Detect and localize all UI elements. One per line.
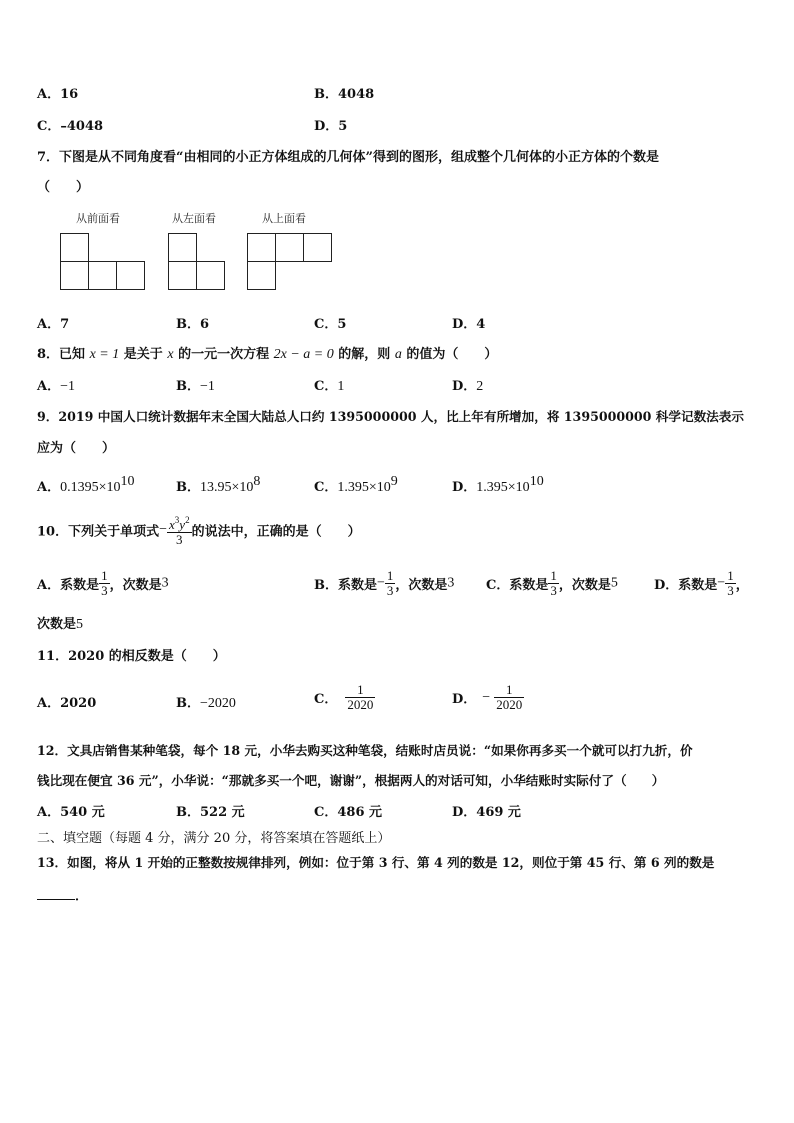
front-view-cell: [88, 261, 117, 290]
q10-option-b: [314, 569, 454, 598]
q9-option-c: [314, 474, 398, 496]
q8-option-c: [314, 375, 344, 395]
q10-option-c: [486, 569, 618, 598]
q7-option-d: D．4: [452, 317, 486, 332]
monomial-denominator: 3: [176, 532, 183, 547]
q8-option-a: [37, 375, 75, 395]
option-value: 13.95×10: [200, 480, 254, 495]
q7-stem: 7．下图是从不同角度看“由相同的小正方体组成的几何体”得到的图形，组成整个几何体的小正方体的个数是: [37, 150, 660, 165]
option-letter: C．: [314, 480, 338, 495]
option-text: D．系数是: [654, 578, 718, 593]
q10-text: 的说法中，正确的是（ ）: [191, 524, 361, 540]
front-view-cell: [116, 261, 145, 290]
front-view-cell: [60, 233, 89, 262]
q6-option-b: B．4048: [314, 87, 375, 102]
answer-blank[interactable]: [37, 887, 75, 900]
option-text: ，次数是: [395, 578, 448, 593]
option-text: ，次数是: [558, 578, 611, 593]
option-letter: B．: [176, 480, 200, 495]
option-value: 3: [161, 575, 169, 591]
q8-var-x: x: [167, 347, 174, 362]
option-exponent: 10: [529, 474, 544, 489]
q9-stem-line1: 9．2019 中国人口统计数据年末全国大陆总人口约 1395000000 人，比上年有所增加，将 1395000000 科学记数法表示: [37, 409, 744, 424]
q9-option-d: [452, 474, 544, 496]
minus-sign: −: [482, 689, 491, 705]
q10-text: 10．下列关于单项式: [37, 524, 160, 540]
view-label-left: 从左面看: [172, 212, 216, 225]
monomial-exp: 2: [185, 515, 190, 525]
top-view-cell: [275, 233, 304, 262]
q9-option-b: [176, 474, 260, 496]
option-text: B．系数是: [314, 578, 377, 593]
q8-text: 是关于: [123, 347, 163, 362]
fraction-num: 1: [386, 568, 394, 583]
q10-stem: [37, 513, 361, 547]
q13-period: ．: [75, 889, 89, 904]
q12-stem-line2: 钱比现在便宜 36 元”，小华说：“那就多买一个吧，谢谢”，根据两人的对话可知，小华结账时实际付了（ ）: [37, 773, 665, 788]
option-text: ，次数是: [109, 578, 162, 593]
q11-option-c: [314, 683, 375, 712]
view-label-front: 从前面看: [76, 212, 120, 225]
option-value: 1.395×10: [337, 480, 391, 495]
option-exponent: 8: [253, 474, 261, 489]
option-text: 次数是: [37, 617, 77, 632]
fraction-num: 1: [345, 683, 375, 698]
q13-answer-line: [37, 885, 88, 904]
fraction-den: 2020: [347, 697, 374, 712]
q12-option-a: A．540 元: [37, 805, 105, 820]
top-view-cell: [303, 233, 332, 262]
q8-text: 的解，则: [338, 347, 391, 362]
top-view-cell: [247, 233, 276, 262]
monomial-x: x: [169, 517, 175, 532]
q7-paren: （ ）: [37, 180, 90, 195]
q11-option-b: [176, 692, 236, 712]
minus-sign: −: [377, 575, 385, 591]
q12-option-d: D．469 元: [452, 805, 521, 820]
fraction: [494, 683, 524, 712]
left-view-cell: [196, 261, 225, 290]
q7-option-a: A．7: [37, 317, 70, 332]
fraction-num: 1: [550, 568, 557, 583]
fraction-den: 2020: [496, 697, 523, 712]
q8-option-b: [176, 375, 215, 395]
q8-equation: 2x − a = 0: [273, 347, 334, 362]
fraction: [345, 683, 375, 712]
option-text: C．系数是: [486, 578, 549, 593]
q9-stem-line2: 应为（ ）: [37, 441, 116, 456]
option-letter: C．: [314, 379, 338, 394]
monomial-exp: 3: [174, 515, 180, 525]
q8-text: 的一元一次方程: [178, 347, 270, 362]
fraction-den: 3: [727, 583, 734, 598]
option-value: −1: [60, 379, 75, 394]
option-value: 0.1395×10: [60, 480, 121, 495]
q8-equation-x: x = 1: [89, 347, 120, 362]
left-view-cell: [168, 261, 197, 290]
option-value: 3: [447, 575, 455, 591]
option-letter: D．: [452, 379, 477, 394]
q12-option-c: C．486 元: [314, 805, 383, 820]
front-view-cell: [60, 261, 89, 290]
option-value: 2: [476, 379, 484, 394]
option-letter: A．: [37, 480, 61, 495]
fraction: [725, 569, 736, 598]
option-exponent: 9: [390, 474, 398, 489]
option-letter: B．: [176, 379, 200, 394]
option-value: 5: [76, 617, 84, 632]
q6-option-d: D．5: [314, 119, 348, 134]
q10-option-a: [37, 569, 169, 598]
fraction-den: 3: [101, 583, 108, 598]
q10-option-d: [654, 569, 749, 598]
option-letter: D．: [452, 480, 477, 495]
option-letter: B．: [176, 696, 200, 711]
option-value: −1: [200, 379, 215, 394]
q7-option-c: C．5: [314, 317, 347, 332]
option-exponent: 10: [120, 474, 135, 489]
view-label-top: 从上面看: [262, 212, 306, 225]
q8-text: 的值为（ ）: [406, 347, 498, 362]
q8-option-d: [452, 375, 483, 395]
minus-sign: −: [717, 575, 726, 591]
fraction: [385, 569, 396, 598]
q7-option-b: B．6: [176, 317, 210, 332]
q11-stem: 11．2020 的相反数是（ ）: [37, 649, 226, 664]
section-title-fill-in: 二、填空题（每题 4 分，满分 20 分，将答案填在答题纸上）: [37, 831, 391, 846]
q10-minus: −: [159, 522, 167, 537]
fraction-den: 3: [550, 583, 557, 598]
monomial-y: y: [179, 517, 186, 532]
option-letter: A．: [37, 379, 61, 394]
q11-option-d: [452, 683, 524, 712]
option-value: 5: [610, 575, 618, 591]
q8-text: 8．已知: [37, 347, 86, 362]
option-value: −2020: [200, 696, 236, 711]
fraction: [99, 569, 110, 598]
option-letter: C．: [314, 692, 338, 707]
q10-monomial-fraction: [167, 513, 192, 547]
q12-option-b: B．522 元: [176, 805, 245, 820]
option-value: 1: [337, 379, 345, 394]
top-view-cell: [247, 261, 276, 290]
q12-stem-line1: 12．文具店销售某种笔袋，每个 18 元，小华去购买这种笔袋，结账时店员说：“如果你再多买一个就可以打九折，价: [37, 743, 693, 758]
option-text: ，: [735, 578, 749, 593]
fraction-den: 3: [386, 583, 394, 598]
left-view-cell: [168, 233, 197, 262]
option-letter: D．: [452, 692, 477, 707]
q8-var-a: a: [394, 347, 402, 362]
fraction-num: 1: [494, 683, 524, 698]
q13-stem-line1: 13．如图，将从 1 开始的正整数按规律排列，例如：位于第 3 行、第 4 列的数是 12，则位于第 45 行、第 6 列的数是: [37, 855, 715, 870]
q10-option-d-continued: [37, 613, 83, 633]
q9-option-a: [37, 474, 135, 496]
q11-option-a: A．2020: [37, 696, 97, 711]
option-value: 1.395×10: [476, 480, 530, 495]
q6-option-c: C．–4048: [37, 119, 104, 134]
fraction-num: 1: [727, 568, 734, 583]
q8-stem: [37, 343, 497, 363]
fraction: [548, 569, 559, 598]
q6-option-a: A．16: [37, 87, 79, 102]
fraction-num: 1: [101, 568, 108, 583]
option-text: A．系数是: [37, 578, 100, 593]
